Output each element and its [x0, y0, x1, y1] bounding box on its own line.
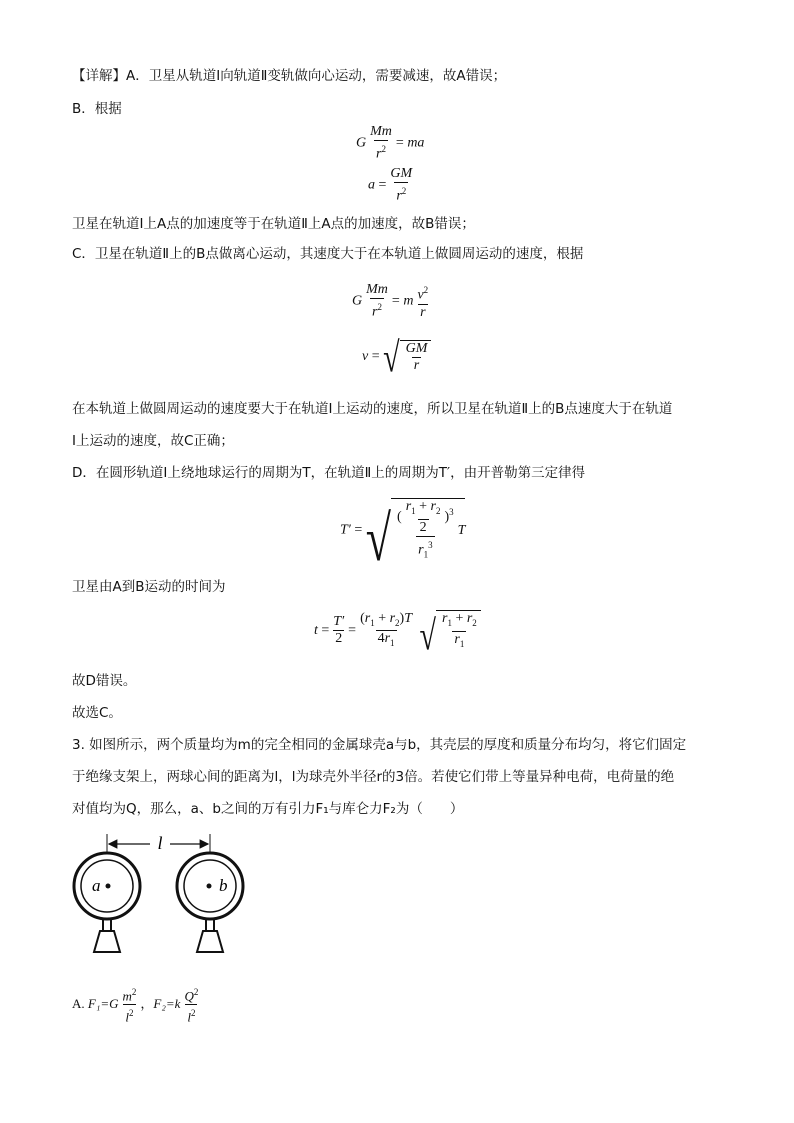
equation-acceleration: a = $\frac{GM}{r^2}$: [368, 166, 413, 204]
option-a-f1: F₁=G: [87, 995, 119, 1011]
detail-line-c: C．卫星在轨道Ⅱ上的B点做离心运动，其速度大于在本轨道上做圆周运动的速度，根据: [72, 246, 584, 262]
equation-centripetal: G $\frac{Mm}{r^2}$ = m $\frac{v^2}{r}$: [352, 282, 429, 320]
question3-line1: 3. 如图所示，两个质量均为m的完全相同的金属球壳a与b，其壳层的厚度和质量分布均匀，将它们固定: [72, 737, 687, 753]
option-a: A. F₁=G $\frac{m^2}{l^2}$ ，F₂=k $\frac{Q^2}{l^2}$: [72, 987, 199, 1025]
equation-kepler: T′ = √ ( $\frac{r_1 + r_2}{2}$ )$^3$ $r_1^3$ T: [340, 499, 466, 575]
question3-line2: 于绝缘支架上，两球心间的距离为l，l为球壳外半径r的3倍。若使它们带上等量异种电荷，电荷量的绝: [72, 769, 675, 785]
detail-line-b2: 卫星在轨道Ⅰ上A点的加速度等于在轨道Ⅱ上A点的加速度，故B错误；: [72, 216, 475, 232]
question3-line3: 对值均为Q，那么，a、b之间的万有引力F₁与库仑力F₂为（ ）: [72, 801, 464, 817]
detail-line-d3: 故D错误。: [72, 673, 137, 689]
option-a-f2: F₂=k: [153, 995, 181, 1011]
equation-gravity-ma: G $\frac{Mm}{r^2}$ = ma: [356, 124, 425, 162]
detail-line-d2: 卫星由A到B运动的时间为: [72, 579, 226, 595]
distance-label-l: l: [157, 833, 163, 853]
detail-line-d: D．在圆形轨道Ⅰ上绕地球运行的周期为T，在轨道Ⅱ上的周期为T′，由开普勒第三定律得: [72, 465, 586, 481]
option-a-prefix: A.: [72, 995, 88, 1011]
sphere-a-label: a: [92, 876, 101, 895]
detail-line-c2b: Ⅰ上运动的速度，故C正确；: [72, 433, 234, 449]
equation-velocity: v = √ $\frac{GM}{r}$: [362, 340, 431, 374]
detail-line-a: 【详解】A．卫星从轨道Ⅰ向轨道Ⅱ变轨做向心运动，需要减速，故A错误；: [72, 68, 507, 84]
two-spheres-figure: [70, 828, 260, 958]
sphere-b-label: b: [219, 876, 228, 895]
equation-time: t = $\frac{T'}{2}$ = $\frac{(r_1 + r_2)T}{4r_1}$ √ $\frac{r_1 + r_2}{r_1}$: [314, 610, 481, 652]
answer-line: 故选C。: [72, 705, 122, 721]
option-a-sep: ，: [140, 995, 154, 1011]
detail-line-c2a: 在本轨道上做圆周运动的速度要大于在轨道Ⅰ上运动的速度，所以卫星在轨道Ⅱ上的B点速度大于在轨道: [72, 401, 673, 417]
detail-line-b: B．根据: [72, 101, 122, 117]
